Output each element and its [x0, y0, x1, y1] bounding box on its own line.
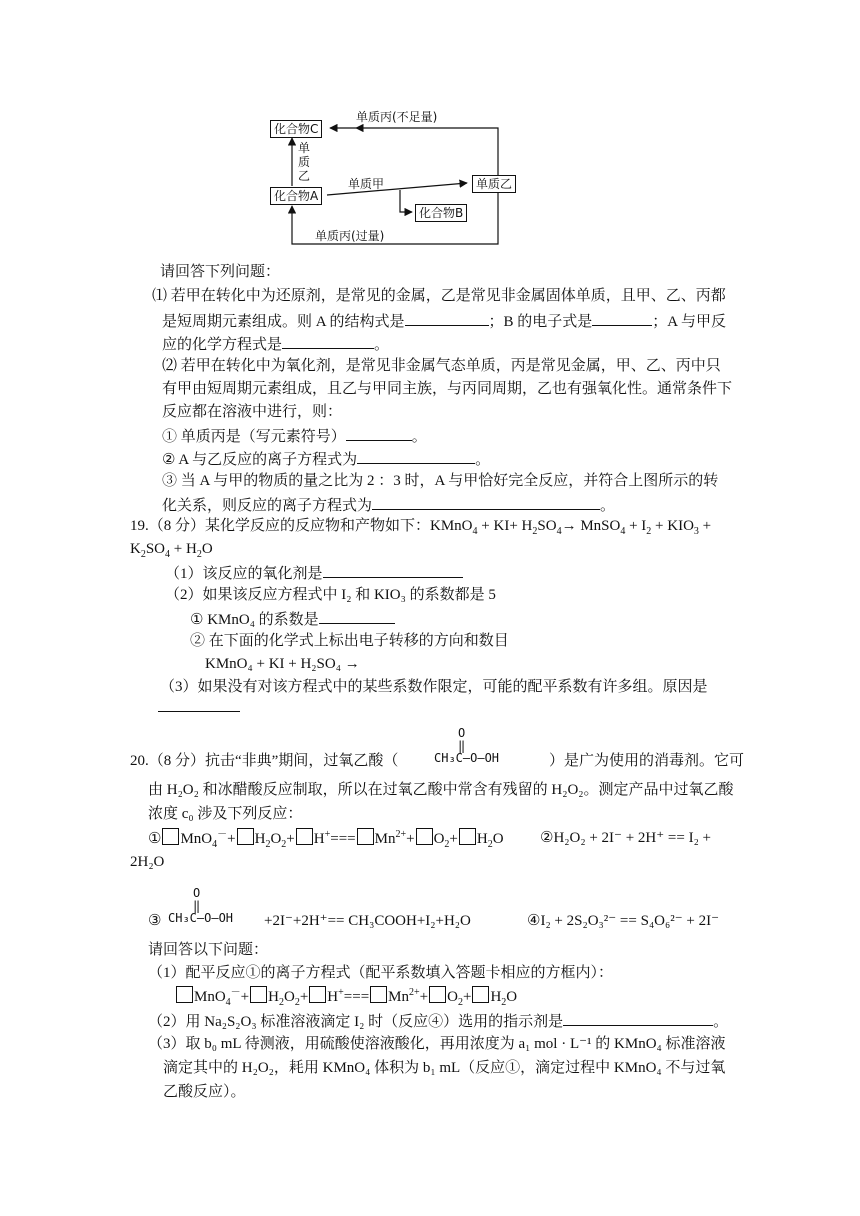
q18-p2-item1-end: 。 [411, 429, 427, 445]
q18-p2-line1 [162, 356, 721, 376]
structure2-oxygen-top: O [193, 886, 201, 900]
answer-box-o2[interactable] [429, 986, 446, 1003]
q20-part2-end: 。 [713, 1014, 729, 1030]
arrow-yi-to-c [356, 128, 498, 175]
q19-part3-blank-line [158, 696, 240, 718]
q18-p1-line3 [162, 333, 389, 355]
compound-c-box: 化合物C [270, 120, 322, 138]
q19-part2-equation: KMnO₄ + KI + H₂SO₄ → [205, 656, 360, 672]
compound-b-box: 化合物B [415, 204, 467, 222]
q18-p2-item3-end: 。 [600, 498, 616, 514]
q19-reaction: KMnO$_4$ + $KI+ H_2SO_4\to$ MnSO$_4$ + $I_2 + KIO_3$ + [430, 518, 712, 537]
q20-prompt: 请回答以下问题： [148, 942, 269, 958]
q18-p2-item3-line2 [162, 494, 615, 516]
answer-blank-a-equation[interactable] [282, 333, 374, 349]
label-left-arrow-2: 质 [298, 155, 311, 169]
q19-part1-text: （1）该反应的氧化剂是 [165, 566, 323, 582]
answer-box-h2o[interactable] [472, 986, 489, 1003]
coef-box-h[interactable] [296, 828, 313, 845]
q18-p2-text1: 若甲在转化中为氧化剂，是常见非金属气态单质，丙是常见金属，甲、乙、丙中只 [180, 358, 721, 374]
coef-box-h2o2[interactable] [237, 828, 254, 845]
q19-header-line2: $K_2SO_4 + H_2O$ [130, 541, 213, 560]
q19-part2-item2: ② 在下面的化学式上标出电子转移的方向和数目 [190, 633, 509, 649]
q18-p2-item2-text: ② A 与乙反应的离子方程式为 [162, 452, 358, 468]
answer-box-mn[interactable] [370, 986, 387, 1003]
answer-box-h2o2[interactable] [250, 986, 267, 1003]
q18-prompt: 请回答下列问题： [160, 264, 281, 280]
q20-part1: （1）配平反应①的离子方程式（配平系数填入答题卡相应的方框内）： [148, 965, 614, 981]
answer-blank-element[interactable] [346, 425, 412, 441]
q18-p1-text2a: 是短周期元素组成。则 A 的结构式是 [162, 314, 405, 330]
compound-a-box: 化合物A [270, 187, 322, 205]
q20-part3-line1: （3）取 b₀ mL 待测液，用硫酸使溶液酸化，再用浓度为 a₁ mol · L⁻¹ 的 KMnO₄ 标准溶液 [148, 1036, 726, 1052]
label-left-arrow-1: 单 [298, 141, 311, 155]
coef-box-mn[interactable] [357, 828, 374, 845]
q18-p1-number: ⑴ [152, 288, 168, 304]
q19-part2: （2）如果该反应方程式中 I₂ 和 KIO₃ 的系数都是 5 [165, 587, 496, 603]
structure-chain: CH₃C—O—OH [434, 751, 500, 765]
q18-p2-number: ⑵ [162, 358, 178, 374]
q20-reaction4: ④I₂ + 2S₂O₃²⁻ == S₄O₆²⁻ + 2I⁻ [527, 913, 720, 929]
answer-blank-oxidant[interactable] [323, 562, 463, 578]
q20-part3-line3: 乙酸反应）。 [163, 1084, 246, 1100]
q20-part2-text: （2）用 Na₂S₂O₃ 标准溶液滴定 I₂ 时（反应④）选用的指示剂是 [148, 1014, 564, 1030]
answer-blank-reason[interactable] [158, 696, 240, 712]
q20-part3-line2: 滴定其中的 H₂O₂，耗用 KMnO₄ 体积为 b₁ mL（反应①，滴定过程中 KMnO₄ 不与过氧 [163, 1060, 726, 1076]
element-yi-box: 单质乙 [472, 175, 516, 193]
structure2-double-bond: ‖ [193, 899, 201, 913]
answer-blank-a-structure[interactable] [405, 310, 489, 326]
coef-box-o2[interactable] [416, 828, 433, 845]
arrow-a-to-b [400, 190, 412, 212]
label-left-arrow-3: 乙 [298, 169, 311, 183]
coef-box-h2o[interactable] [459, 828, 476, 845]
q18-p2-item3-line1: ③ 当 A 与甲的物质的量之比为 2 ：3 时，A 与甲恰好完全反应，并符合上图所示的转 [162, 473, 719, 489]
q19-part1 [165, 562, 463, 584]
q20-header-line1 [130, 751, 398, 771]
answer-box-mno4[interactable] [176, 986, 193, 1003]
q18-p2-item3-text: 化关系，则反应的离子方程式为 [162, 498, 373, 514]
q20-header-line1b [549, 751, 744, 771]
q18-p2-item1 [162, 425, 427, 447]
q20-header-a: 20.（8 分）抗击“非典”期间，过氧乙酸（ [130, 753, 399, 769]
q20-reaction2: ②H₂O₂ + 2I⁻ + 2H⁺ == I₂ + [540, 830, 712, 846]
answer-box-h[interactable] [309, 986, 326, 1003]
q19-part2-item1 [190, 608, 395, 630]
q18-p1-text3b: 。 [374, 337, 390, 353]
q20-part2 [148, 1010, 728, 1032]
answer-blank-ionic-equation-2[interactable] [372, 494, 600, 510]
q19-header-line1 [130, 516, 711, 536]
q18-p2-item1-text: ① 单质丙是（写元素符号） [162, 429, 346, 445]
coef-box-mno4[interactable] [162, 828, 179, 845]
structure2-chain: CH₃C—O—OH [168, 911, 234, 925]
answer-blank-kmno4-coefficient[interactable] [319, 608, 395, 624]
q18-p2-item2-end: 。 [475, 452, 491, 468]
q18-p1-text2c: ；A 与甲反 [652, 314, 727, 330]
q20-reaction3-tail: +2I⁻+2H⁺== CH₃COOH+I₂+H₂O [264, 913, 471, 929]
answer-blank-ionic-equation[interactable] [357, 448, 475, 464]
q18-p1-text1: 若甲在转化中为还原剂，是常见的金属，乙是常见非金属固体单质，且甲、乙、丙都 [170, 288, 726, 304]
q18-p1-text3a: 应的化学方程式是 [162, 337, 283, 353]
q19-part2-item1-text: ① KMnO₄ 的系数是 [190, 612, 319, 628]
structure-double-bond: ‖ [458, 739, 466, 753]
q18-p1-line1 [152, 286, 726, 306]
q20-reaction1: ① $MnO_4^-+ H_2O_2+ H^+=== Mn^{2+}+ O_2+ H_2O$ [148, 829, 504, 850]
reaction1-label: ① [148, 831, 162, 847]
structure-oxygen-top: O [458, 726, 466, 740]
answer-blank-indicator[interactable] [563, 1010, 713, 1026]
q20-header-b: ）是广为使用的消毒剂。它可 [549, 753, 745, 769]
q19-header: 19.（8 分）某化学反应的反应物和产物如下： [130, 518, 431, 534]
q18-p1-line2 [162, 310, 726, 332]
label-mid-arrow: 单质甲 [348, 177, 385, 191]
q20-line3: 浓度 c₀ 涉及下列反应： [148, 806, 303, 822]
q20-reaction2-cont: 2H₂O [130, 854, 165, 870]
q18-p1-text2b: ；B 的电子式是 [488, 314, 593, 330]
q20-part1-equation: $MnO_4^-+ H_2O_2+ H^+=== Mn^{2+}+ O_2+ H_2O$ [175, 986, 517, 1007]
q18-p2-item2 [162, 448, 490, 470]
q18-p2-line2: 有甲由短周期元素组成，且乙与甲同主族，与丙同周期，乙也有强氧化性。通常条件下 [162, 381, 733, 397]
q19-part3: （3）如果没有对该方程式中的某些系数作限定，可能的配平系数有许多组。原因是 [160, 679, 708, 695]
answer-blank-b-electron[interactable] [592, 310, 652, 326]
label-top-arrow: 单质丙(不足量) [356, 110, 438, 124]
label-bottom-arrow: 单质丙(过量) [315, 229, 385, 243]
q20-reaction3-label: ③ [148, 913, 162, 929]
q18-p2-line3: 反应都在溶液中进行，则： [162, 404, 343, 420]
q20-line2: 由 H₂O₂ 和冰醋酸反应制取，所以在过氧乙酸中常含有残留的 H₂O₂。测定产品中过氧乙酸 [148, 782, 734, 798]
